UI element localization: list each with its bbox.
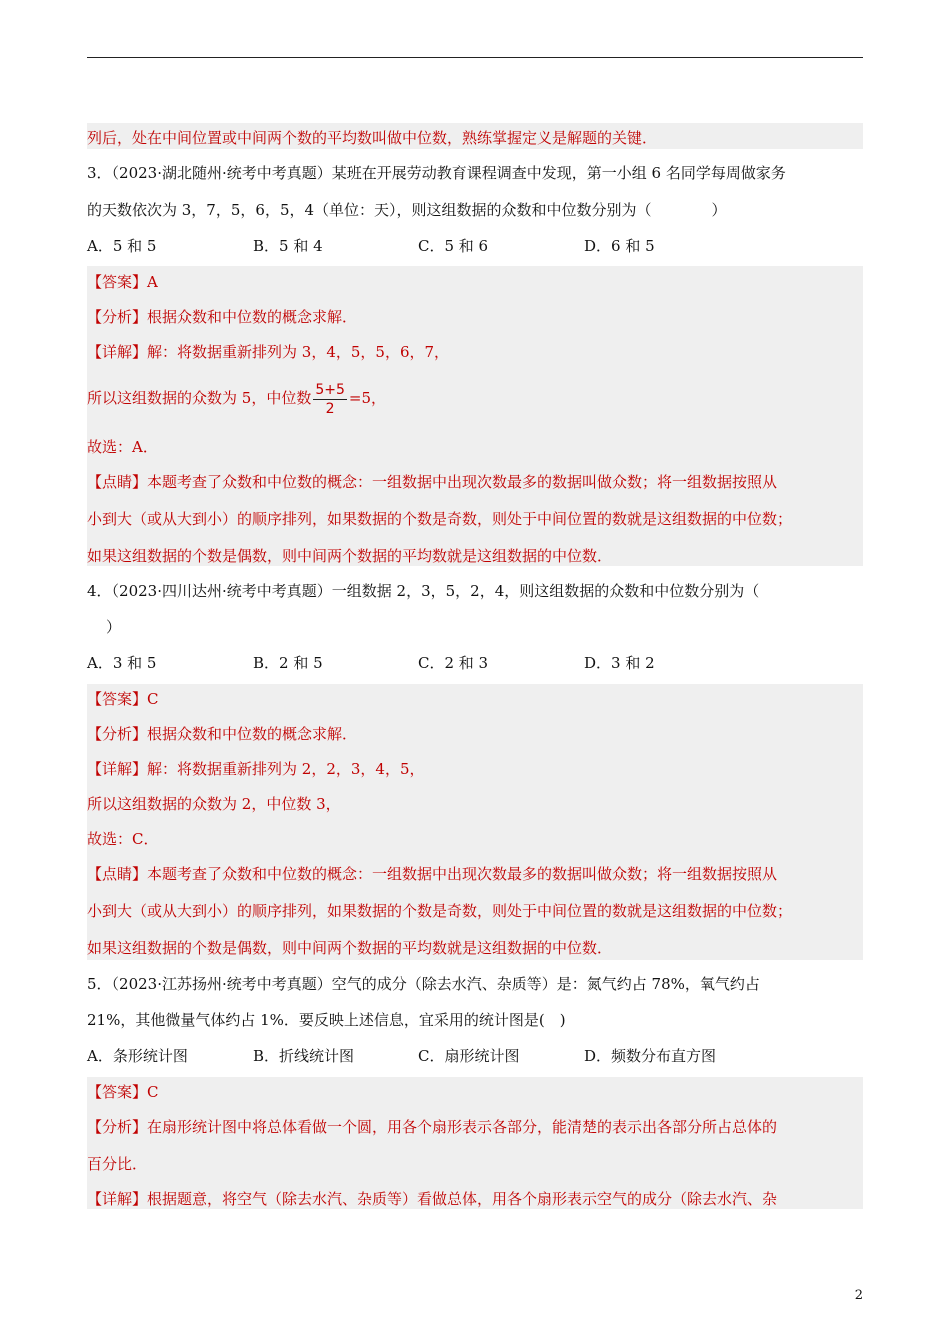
q5-option-d: D．频数分布直方图 bbox=[584, 1047, 717, 1065]
q5-analysis-line1: 【分析】在扇形统计图中将总体看做一个圆，用各个扇形表示各部分，能清楚的表示出各部分所占总体的 bbox=[87, 1118, 778, 1136]
q3-detail-prefix: 所以这组数据的众数为 5，中位数 bbox=[87, 389, 312, 407]
q4-option-b: B．2 和 5 bbox=[253, 654, 323, 672]
q3-stem-line1: 3．（2023·湖北随州·统考中考真题）某班在开展劳动教育课程调查中发现，第一小组 6 名同学每周做家务 bbox=[87, 164, 786, 182]
q4-option-a: A．3 和 5 bbox=[87, 654, 157, 672]
q4-detail-line1: 【详解】解：将数据重新排列为 2，2，3，4，5， bbox=[87, 760, 425, 778]
fraction-numerator: 5+5 bbox=[315, 381, 345, 398]
q5-stem-line2: 21%，其他微量气体约占 1%．要反映上述信息，宜采用的统计图是( ) bbox=[87, 1011, 566, 1029]
continuation-text: 列后，处在中间位置或中间两个数的平均数叫做中位数，熟练掌握定义是解题的关键． bbox=[87, 129, 658, 147]
q3-stem-line2: 的天数依次为 3，7，5，6，5，4（单位：天），则这组数据的众数和中位数分别为（ ） bbox=[87, 201, 727, 219]
q4-choose: 故选：C． bbox=[87, 830, 159, 848]
q5-option-a: A．条形统计图 bbox=[87, 1047, 188, 1065]
q5-detail-line1: 【详解】根据题意，将空气（除去水汽、杂质等）看做总体，用各个扇形表示空气的成分（除去水汽、杂 bbox=[87, 1190, 778, 1208]
q4-stem-line1: 4．（2023·四川达州·统考中考真题）一组数据 2，3，5，2，4，则这组数据的众数和中位数分别为（ bbox=[87, 582, 760, 600]
q3-comment-line3: 如果这组数据的个数是偶数，则中间两个数据的平均数就是这组数据的中位数． bbox=[87, 547, 613, 565]
header-rule bbox=[87, 57, 863, 58]
q4-option-c: C．2 和 3 bbox=[418, 654, 489, 672]
fraction-denominator: 2 bbox=[325, 400, 335, 417]
page-number: 2 bbox=[854, 1288, 863, 1303]
q4-comment-line3: 如果这组数据的个数是偶数，则中间两个数据的平均数就是这组数据的中位数． bbox=[87, 939, 613, 957]
q4-answer: 【答案】C bbox=[87, 690, 159, 708]
q3-detail-suffix: =5， bbox=[348, 389, 386, 407]
q5-answer: 【答案】C bbox=[87, 1083, 159, 1101]
q3-option-b: B．5 和 4 bbox=[253, 237, 323, 255]
q3-comment-line1: 【点睛】本题考查了众数和中位数的概念：一组数据中出现次数最多的数据叫做众数；将一组数据按照从 bbox=[87, 473, 778, 491]
q3-detail-line2 bbox=[87, 378, 386, 418]
q4-stem-line2: ） bbox=[106, 618, 122, 636]
q4-comment-line1: 【点睛】本题考查了众数和中位数的概念：一组数据中出现次数最多的数据叫做众数；将一组数据按照从 bbox=[87, 865, 778, 883]
q4-detail-line2: 所以这组数据的众数为 2，中位数 3， bbox=[87, 795, 341, 813]
q5-option-c: C．扇形统计图 bbox=[418, 1047, 520, 1065]
median-fraction bbox=[313, 381, 347, 418]
q3-analysis: 【分析】根据众数和中位数的概念求解． bbox=[87, 308, 358, 326]
q5-stem-line1: 5．（2023·江苏扬州·统考中考真题）空气的成分（除去水汽、杂质等）是：氮气约占 78%，氧气约占 bbox=[87, 975, 760, 993]
q4-analysis: 【分析】根据众数和中位数的概念求解． bbox=[87, 725, 358, 743]
q4-option-d: D．3 和 2 bbox=[584, 654, 655, 672]
q3-option-d: D．6 和 5 bbox=[584, 237, 655, 255]
q3-option-a: A．5 和 5 bbox=[87, 237, 157, 255]
q3-answer: 【答案】A bbox=[87, 273, 158, 291]
q3-comment-line2: 小到大（或从大到小）的顺序排列，如果数据的个数是奇数，则处于中间位置的数就是这组数据的中位数； bbox=[87, 510, 793, 528]
q3-option-c: C．5 和 6 bbox=[418, 237, 489, 255]
q3-detail-line1: 【详解】解：将数据重新排列为 3，4，5，5，6，7， bbox=[87, 343, 450, 361]
q5-analysis-line2: 百分比． bbox=[87, 1155, 148, 1173]
q5-option-b: B．折线统计图 bbox=[253, 1047, 355, 1065]
q3-choose: 故选：A． bbox=[87, 438, 158, 456]
q4-comment-line2: 小到大（或从大到小）的顺序排列，如果数据的个数是奇数，则处于中间位置的数就是这组数据的中位数； bbox=[87, 902, 793, 920]
